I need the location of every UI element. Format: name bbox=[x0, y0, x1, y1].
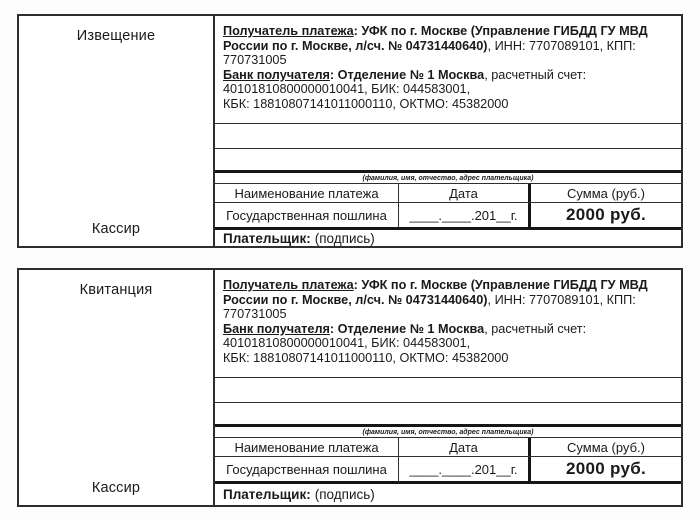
table-header-row bbox=[215, 438, 681, 456]
recipient-details bbox=[215, 16, 681, 123]
payer-address-blank-line bbox=[215, 402, 681, 424]
header-payment-name: Наименование платежа bbox=[234, 439, 379, 455]
sum-value: 2000 руб. bbox=[528, 457, 681, 481]
cashier-label: Кассир bbox=[91, 221, 141, 237]
cashier-label: Кассир bbox=[91, 480, 141, 496]
payer-signature-hint: (подпись) bbox=[314, 487, 375, 502]
slip-details-column bbox=[213, 16, 681, 246]
table-header-row bbox=[215, 184, 681, 202]
date-blank-value: ____.____.201__г. bbox=[398, 203, 528, 227]
recipient-label: Получатель платежа bbox=[223, 278, 354, 292]
date-blank-value: ____.____.201__г. bbox=[398, 457, 528, 481]
header-sum: Сумма (руб.) bbox=[528, 184, 681, 202]
header-date: Дата bbox=[398, 184, 528, 202]
recipient-value-regular: , ИНН: 7707089101, КПП: 770731005 bbox=[223, 38, 636, 68]
recipient-value-regular: , ИНН: 7707089101, КПП: 770731005 bbox=[223, 292, 636, 322]
header-sum: Сумма (руб.) bbox=[528, 438, 681, 456]
payment-name-value: Государственная пошлина bbox=[226, 461, 387, 477]
section-label: Квитанция bbox=[79, 282, 153, 298]
table-data-row bbox=[215, 202, 681, 227]
recipient-label: Получатель платежа bbox=[223, 24, 354, 38]
payer-label: Плательщик: bbox=[223, 230, 311, 246]
payer-details-caption: (фамилия, имя, отчество, адрес плательщика) bbox=[215, 170, 681, 184]
payer-name-blank-line bbox=[215, 123, 681, 148]
bank-codes-line: КБК: 18810807141011000110, ОКТМО: 45382000 bbox=[223, 96, 509, 111]
slip-details-column bbox=[213, 270, 681, 505]
header-payment-name: Наименование платежа bbox=[234, 185, 379, 201]
payer-address-blank-line bbox=[215, 148, 681, 170]
bank-value-bold: : Отделение № 1 Москва bbox=[329, 321, 485, 336]
payment-name-value: Государственная пошлина bbox=[226, 207, 387, 223]
payer-details-caption: (фамилия, имя, отчество, адрес плательщика) bbox=[215, 424, 681, 438]
recipient-details bbox=[215, 270, 681, 377]
payer-name-blank-line bbox=[215, 377, 681, 402]
payer-signature-hint: (подпись) bbox=[314, 230, 375, 246]
sum-value: 2000 руб. bbox=[528, 203, 681, 227]
kvitanciya-slip bbox=[17, 268, 683, 507]
payer-signature-row bbox=[215, 227, 681, 246]
payer-signature-row bbox=[215, 481, 681, 505]
bank-value-bold: : Отделение № 1 Москва bbox=[329, 67, 485, 82]
payer-label: Плательщик: bbox=[223, 487, 311, 502]
bank-label: Банк получателя bbox=[223, 321, 330, 336]
bank-value-regular: , расчетный счет: 40101810800000010041, БИК: 044583001, bbox=[223, 321, 587, 351]
table-data-row bbox=[215, 456, 681, 481]
bank-value-regular: , расчетный счет: 40101810800000010041, БИК: 044583001, bbox=[223, 67, 587, 97]
izveshchenie-slip bbox=[17, 14, 683, 248]
header-date: Дата bbox=[398, 438, 528, 456]
recipient-value-bold: : УФК по г. Москве (Управление ГИБДД ГУ МВД России по г. Москве, л/сч. № 04731440640) bbox=[223, 278, 648, 307]
bank-label: Банк получателя bbox=[223, 67, 330, 82]
bank-codes-line: КБК: 18810807141011000110, ОКТМО: 45382000 bbox=[223, 350, 509, 365]
recipient-value-bold: : УФК по г. Москве (Управление ГИБДД ГУ МВД России по г. Москве, л/сч. № 04731440640) bbox=[223, 24, 648, 53]
slip-side-column bbox=[19, 16, 213, 246]
slip-side-column bbox=[19, 270, 213, 505]
section-label: Извещение bbox=[76, 28, 156, 44]
